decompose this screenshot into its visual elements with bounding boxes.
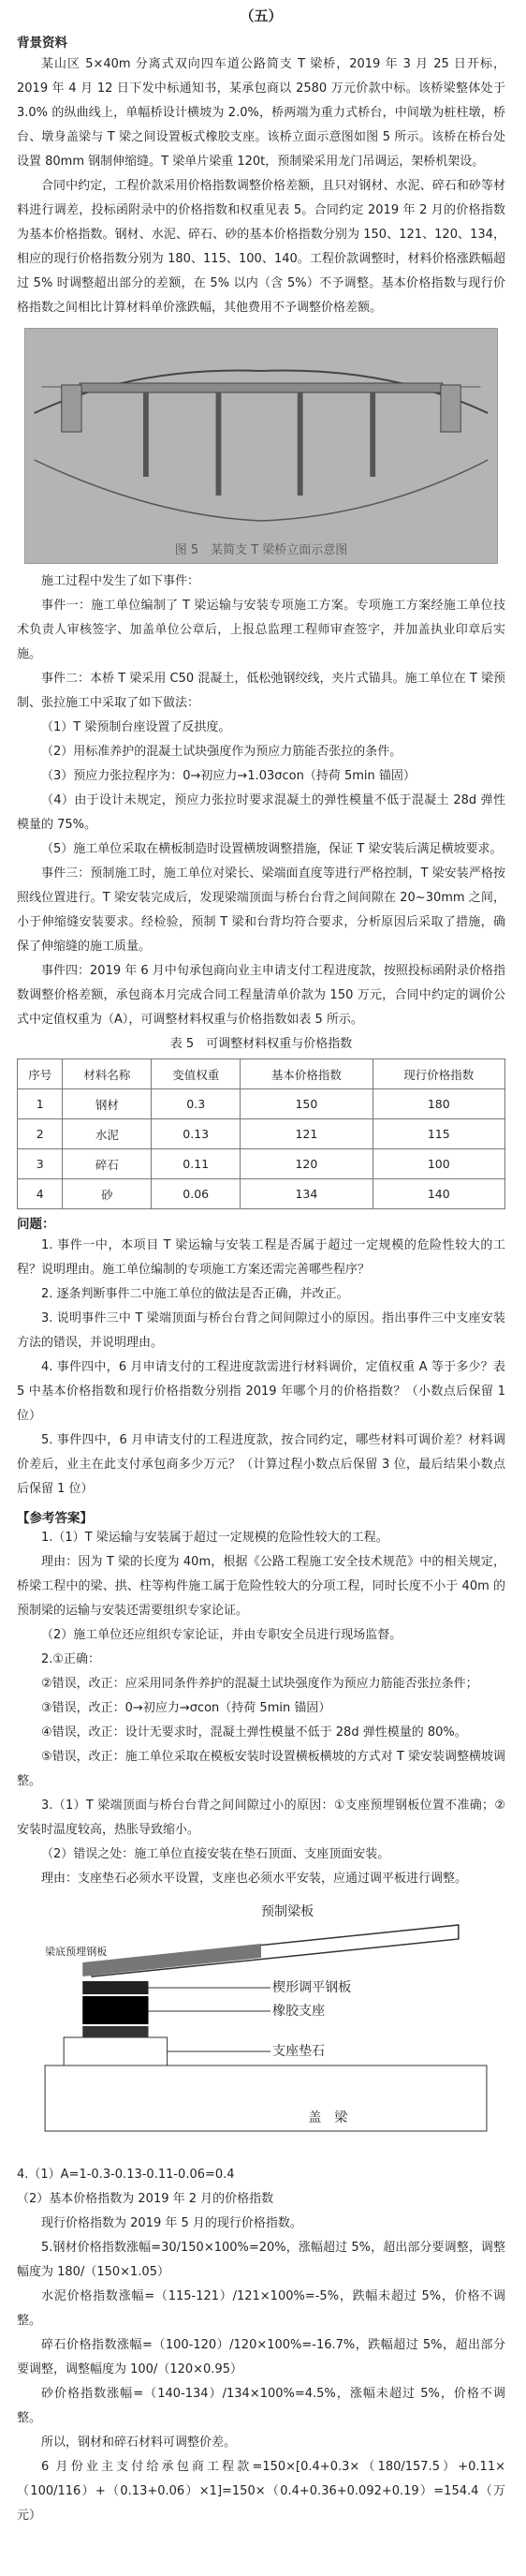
table-caption: 表 5 可调整材料权重与价格指数 bbox=[169, 1037, 353, 1051]
table-cell: 0.13 bbox=[152, 1119, 241, 1149]
table-cell: 134 bbox=[241, 1179, 373, 1209]
table-cell: 砂 bbox=[63, 1179, 152, 1209]
table-header: 序号 bbox=[18, 1059, 63, 1089]
event-2: 事件二：本桥 T 梁采用 C50 混凝土，低松弛钢绞线，夹片式锚具。施工单位在 T 梁预制、张拉施工中采取了如下做法： bbox=[17, 672, 505, 710]
question-3: 3. 说明事件三中 T 梁端顶面与桥台台背之间间隙过小的原因。指出事件三中支座安装方法的错误，并说明理由。 bbox=[17, 1311, 505, 1350]
table-cell: 180 bbox=[373, 1089, 504, 1119]
event-2-item-1: （1）T 梁预制台座设置了反拱度。 bbox=[41, 720, 231, 734]
table-header: 现行价格指数 bbox=[373, 1059, 504, 1089]
event-1: 事件一：施工单位编制了 T 梁运输与安装专项施工方案。专项施工方案经施工单位技术负责人审核签字、加盖单位公章后，上报总监理工程师审查签字，并加盖执业印章后实施。 bbox=[17, 599, 505, 661]
event-3: 事件三：预制施工时，施工单位对梁长、梁端面直度等进行严格控制，T 梁安装严格按照线位置进行。T 梁安装完成后，发现梁端顶面与桥台台背之间间隙在 20~30mm 之间，小于伸缩缝安装要求。经检验，预制 T 梁和台背均符合要求，分析原因后采取了措施，确保了伸缩缝的施工质量。 bbox=[17, 866, 505, 954]
section-title: （五） bbox=[240, 7, 283, 24]
table-cell: 121 bbox=[241, 1119, 373, 1149]
table-cell: 140 bbox=[373, 1179, 504, 1209]
table-cell: 150 bbox=[241, 1089, 373, 1119]
diagram-label-rubber-bearing: 橡胶支座 bbox=[272, 2004, 326, 2019]
event-4: 事件四：2019 年 6 月中旬承包商向业主申请支付工程进度款，按照投标函附录价格指数调整价格差额，承包商本月完成合同工程量清单价款为 150 万元，合同中约定的调价公式中定值权重为（A），可调整材料权重与价格指数如表 5 所示。 bbox=[17, 964, 505, 1027]
diagram-label-embedded-plate: 梁底预埋钢板 bbox=[45, 1946, 108, 1958]
table-cell: 115 bbox=[373, 1119, 504, 1149]
table-cell: 3 bbox=[18, 1149, 63, 1179]
diagram-label-beam: 预制梁板 bbox=[261, 1904, 314, 1919]
table-cell: 100 bbox=[373, 1149, 504, 1179]
figure-caption: 图 5 某简支 T 梁桥立面示意图 bbox=[174, 543, 348, 557]
intro-paragraph-1: 某山区 5×40m 分离式双向四车道公路简支 T 梁桥，2019 年 3 月 25 日开标，2019 年 4 月 12 日下发中标通知书，某承包商以 2580 万元价款中标。该桥梁整体处于 3.0% 的纵曲线上，单幅桥设计横坡为 2.0%，桥两端为重力式桥台，中间墩为桩柱墩，桥台、墩身盖梁与 T 梁之间设置板式橡胶支座。该桥立面示意图如图 5 所示。该桥在桥台处设置 80mm 钢制伸缩缝。T 梁单片梁重 120t，预制梁采用龙门吊调运，架桥机架设。 bbox=[17, 57, 505, 169]
answer-2-1: 2.①正确： bbox=[41, 1652, 101, 1666]
table-row bbox=[18, 1149, 505, 1179]
table-header: 变值权重 bbox=[152, 1059, 241, 1089]
event-2-item-2: （2）用标准养护的混凝土试块强度作为预应力筋能否张拉的条件。 bbox=[41, 745, 402, 759]
question-1: 1. 事件一中，本项目 T 梁运输与安装工程是否属于超过一定规模的危险性较大的工程？说明理由。施工单位编制的专项施工方案还需完善哪些程序？ bbox=[17, 1238, 505, 1277]
table-cell: 钢材 bbox=[63, 1089, 152, 1119]
answer-5-cement: 水泥价格指数涨幅=（115-121）/121×100%=-5%，跌幅未超过 5%，价格不调整。 bbox=[17, 2289, 505, 2328]
question-5: 5. 事件四中，6 月申请支付的工程进度款，按合同约定，哪些材料可调价差？材料调价差后，业主在此支付承包商多少万元？（计算过程小数点后保留 3 位，最后结果小数点后保留 1 位） bbox=[17, 1433, 505, 1496]
bearing-diagram bbox=[26, 1897, 496, 2159]
event-2-item-4: （4）由于设计未规定，预应力张拉时要求混凝土的弹性模量不低于混凝土 28d 弹性模量的 75%。 bbox=[17, 793, 505, 832]
answer-heading: 【参考答案】 bbox=[17, 1511, 93, 1526]
answer-5-payment: 6 月份业主支付给承包商工程款=150×[0.4+0.3×（180/157.5）+0.11×（100/116）+（0.13+0.06）×1]=150×（0.4+0.36+0.092+0.19）=154.4（万元） bbox=[17, 2460, 505, 2523]
table-cell: 0.3 bbox=[152, 1089, 241, 1119]
question-4: 4. 事件四中，6 月申请支付的工程进度款需进行材料调价，定值权重 A 等于多少？表 5 中基本价格指数和现行价格指数分别指 2019 年哪个月的价格指数？（小数点后保留 1 位） bbox=[17, 1360, 505, 1423]
answer-4-3: 现行价格指数为 2019 年 5 月的现行价格指数。 bbox=[41, 2216, 302, 2230]
event-2-item-3: （3）预应力张拉程序为：0→初应力→1.03σcon（持荷 5min 锚固） bbox=[41, 769, 416, 783]
answer-5-gravel: 碎石价格指数涨幅=（100-120）/120×100%=-16.7%，跌幅超过 5%，超出部分要调整，调整幅度为 100/（120×0.95） bbox=[17, 2338, 505, 2376]
bridge-elevation-figure bbox=[24, 328, 498, 564]
answer-1-2: （2）施工单位还应组织专家论证，并由专职安全员进行现场监督。 bbox=[41, 1628, 402, 1642]
answer-3-1: 3.（1）T 梁端顶面与桥台台背之间间隙过小的原因：①支座预埋钢板位置不准确；②安装时温度较高，热胀导致缩小。 bbox=[17, 1799, 505, 1837]
table-cell: 1 bbox=[18, 1089, 63, 1119]
answer-5-steel: 5.钢材价格指数涨幅=30/150×100%=20%，涨幅超过 5%，超出部分要调整，调整幅度为 180/（150×1.05） bbox=[17, 2241, 505, 2279]
answer-1-1: 1.（1）T 梁运输与安装属于超过一定规模的危险性较大的工程。 bbox=[41, 1531, 388, 1545]
answer-1-reason: 理由：因为 T 梁的长度为 40m，根据《公路工程施工安全技术规范》中的相关规定，桥梁工程中的梁、拱、柱等构件施工属于危险性较大的分项工程，同时长度不小于 40m 的预制梁的运输与安装还需要组织专家论证。 bbox=[17, 1555, 505, 1618]
diagram-label-wedge: 楔形调平钢板 bbox=[272, 1980, 352, 1995]
intro-paragraph-2: 合同中约定，工程价款采用价格指数调整价格差额，且只对钢材、水泥、碎石和砂等材料进行调差，投标函附录中的价格指数和权重见表 5。合同约定 2019 年 2 月的价格指数为基本价格指数。钢材、水泥、碎石、砂的基本价格指数分别为 150、121、120、134，相应的现行价格指数分别为 180、115、100、140。工程价款调整时，材料价格涨跌幅超过 5% 时调整超出部分的差额，在 5% 以内（含 5%）不予调整。基本价格指数与现行价格指数之间相比计算材料单价涨跌幅，其他费用不予调整价格差额。 bbox=[17, 179, 505, 315]
answer-2-3: ③错误，改正：0→初应力→σcon（持荷 5min 锚固） bbox=[41, 1701, 331, 1715]
answer-4-2: （2）基本价格指数为 2019 年 2 月的价格指数 bbox=[17, 2192, 274, 2206]
table-cell: 4 bbox=[18, 1179, 63, 1209]
table-header: 材料名称 bbox=[63, 1059, 152, 1089]
table-row bbox=[18, 1119, 505, 1149]
event-2-item-5: （5）施工单位采取在横板制造时设置横坡调整措施，保证 T 梁安装后满足横坡要求。 bbox=[41, 842, 503, 856]
background-heading: 背景资料 bbox=[17, 36, 67, 51]
answer-2-2: ②错误，改正：应采用同条件养护的混凝土试块强度作为预应力筋能否张拉条件； bbox=[41, 1677, 478, 1691]
bearing-drawing bbox=[26, 1897, 496, 2159]
events-intro: 施工过程中发生了如下事件： bbox=[41, 574, 200, 588]
answer-2-5: ⑤错误，改正：施工单位采取在模板安装时设置横板横坡的方式对 T 梁安装调整横坡调整。 bbox=[17, 1750, 505, 1788]
answer-2-4: ④错误，改正：设计无要求时，混凝土弹性模量不低于 28d 弹性模量的 80%。 bbox=[41, 1725, 467, 1740]
table-cell: 水泥 bbox=[63, 1119, 152, 1149]
table-cell: 碎石 bbox=[63, 1149, 152, 1179]
answer-3-reason: 理由：支座垫石必须水平设置，支座也必须水平安装，应通过调平板进行调整。 bbox=[41, 1872, 468, 1886]
questions-heading: 问题： bbox=[17, 1217, 55, 1232]
table-cell: 0.06 bbox=[152, 1179, 241, 1209]
table-row bbox=[18, 1179, 505, 1209]
table-row bbox=[18, 1089, 505, 1119]
answer-3-2: （2）错误之处：施工单位直接安装在垫石顶面、支座顶面安装。 bbox=[41, 1847, 390, 1861]
table-cell: 0.11 bbox=[152, 1149, 241, 1179]
answer-5-sand: 砂价格指数涨幅=（140-134）/134×100%=4.5%，涨幅未超过 5%，价格不调整。 bbox=[17, 2387, 505, 2425]
question-2: 2. 逐条判断事件二中施工单位的做法是否正确，并改正。 bbox=[41, 1287, 349, 1301]
answer-4-1: 4.（1）A=1-0.3-0.13-0.11-0.06=0.4 bbox=[17, 2168, 235, 2182]
material-weight-table bbox=[17, 1059, 505, 1209]
table-cell: 2 bbox=[18, 1119, 63, 1149]
bridge-elevation-drawing bbox=[25, 329, 497, 526]
table-cell: 120 bbox=[241, 1149, 373, 1179]
table-header-row bbox=[18, 1059, 505, 1089]
diagram-label-cap-beam: 盖 梁 bbox=[308, 2110, 348, 2125]
answer-5-conclusion: 所以，钢材和碎石材料可调整价差。 bbox=[41, 2435, 237, 2450]
diagram-label-bearing-pad: 支座垫石 bbox=[272, 2044, 326, 2059]
table-header: 基本价格指数 bbox=[241, 1059, 373, 1089]
